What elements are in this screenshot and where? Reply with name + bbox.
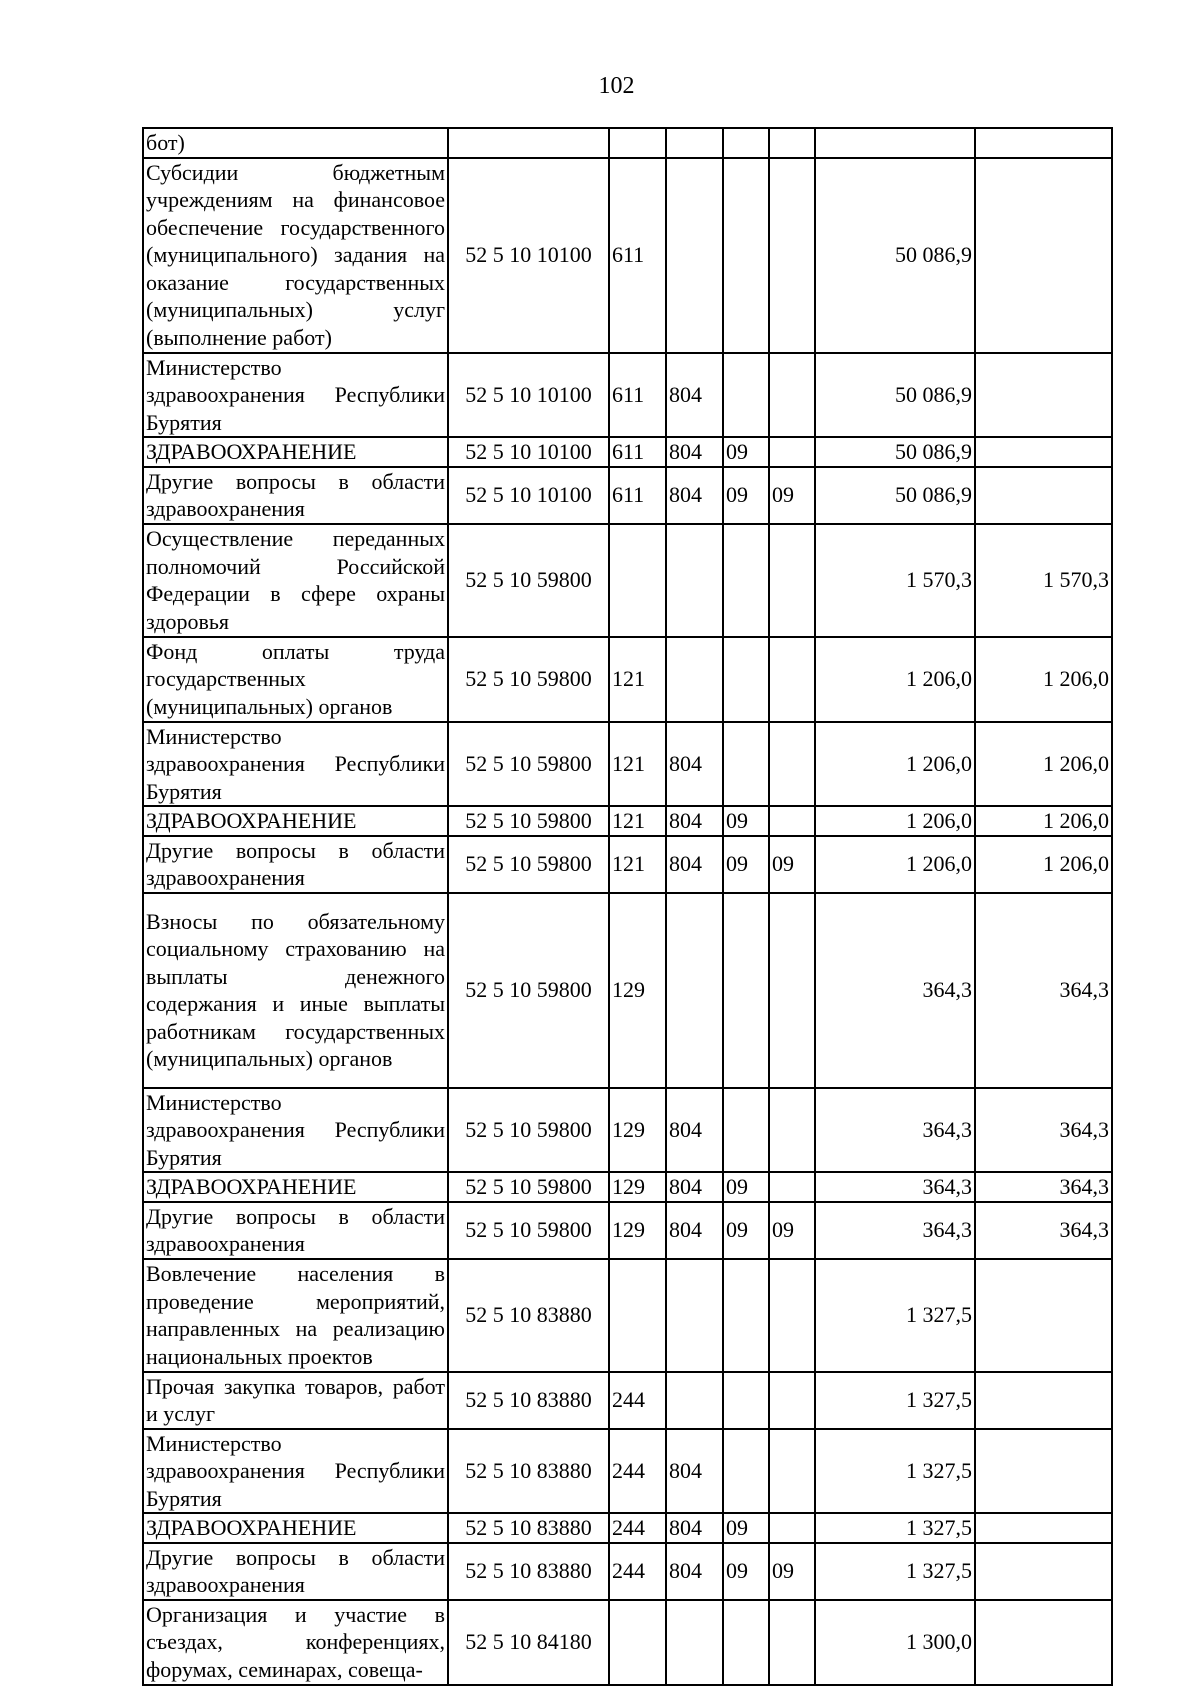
row-sum-federal xyxy=(975,1543,1112,1600)
row-section xyxy=(723,1259,769,1372)
row-subsection xyxy=(769,806,815,836)
row-sum-federal xyxy=(975,1259,1112,1372)
row-sum-total: 1 327,5 xyxy=(815,1429,975,1514)
table-row xyxy=(143,1259,1112,1372)
row-sum-federal: 364,3 xyxy=(975,893,1112,1088)
row-expense-type xyxy=(609,128,666,158)
table-row xyxy=(143,1372,1112,1429)
row-target-article: 52 5 10 83880 xyxy=(448,1429,609,1514)
row-target-article: 52 5 10 59800 xyxy=(448,836,609,893)
row-section xyxy=(723,1088,769,1173)
budget-table xyxy=(142,127,1113,1686)
row-sum-total: 50 086,9 xyxy=(815,158,975,353)
row-sum-total: 364,3 xyxy=(815,1088,975,1173)
row-name: Министерство здравоохранения Республики Бурятия xyxy=(143,722,448,807)
row-name: Министерство здравоохранения Республики Бурятия xyxy=(143,1088,448,1173)
row-expense-type: 244 xyxy=(609,1513,666,1543)
row-sum-total: 1 327,5 xyxy=(815,1543,975,1600)
row-subsection xyxy=(769,1172,815,1202)
row-expense-type: 611 xyxy=(609,437,666,467)
row-administrator xyxy=(666,1600,723,1685)
row-sum-federal: 1 206,0 xyxy=(975,637,1112,722)
row-expense-type: 244 xyxy=(609,1429,666,1514)
row-section: 09 xyxy=(723,1543,769,1600)
row-sum-total: 1 206,0 xyxy=(815,836,975,893)
row-administrator: 804 xyxy=(666,722,723,807)
row-administrator xyxy=(666,1372,723,1429)
row-name: Другие вопросы в области здравоохранения xyxy=(143,836,448,893)
row-sum-federal xyxy=(975,1429,1112,1514)
row-section: 09 xyxy=(723,806,769,836)
row-name: бот) xyxy=(143,128,448,158)
row-administrator xyxy=(666,637,723,722)
row-expense-type: 611 xyxy=(609,158,666,353)
row-name: Прочая закупка товаров, работ и услуг xyxy=(143,1372,448,1429)
row-administrator: 804 xyxy=(666,1088,723,1173)
row-administrator: 804 xyxy=(666,1202,723,1259)
row-name: Осуществление переданных полномочий Российской Федерации в сфере охраны здоровья xyxy=(143,524,448,637)
row-sum-total: 364,3 xyxy=(815,1202,975,1259)
row-expense-type: 129 xyxy=(609,1202,666,1259)
row-section xyxy=(723,1429,769,1514)
row-sum-federal: 364,3 xyxy=(975,1202,1112,1259)
row-sum-total: 1 327,5 xyxy=(815,1372,975,1429)
row-name: Другие вопросы в области здравоохранения xyxy=(143,467,448,524)
row-target-article: 52 5 10 83880 xyxy=(448,1259,609,1372)
table-row xyxy=(143,1088,1112,1173)
row-section: 09 xyxy=(723,1172,769,1202)
row-administrator: 804 xyxy=(666,437,723,467)
row-target-article: 52 5 10 10100 xyxy=(448,467,609,524)
row-target-article: 52 5 10 83880 xyxy=(448,1372,609,1429)
row-target-article: 52 5 10 10100 xyxy=(448,353,609,438)
row-section xyxy=(723,128,769,158)
row-expense-type: 129 xyxy=(609,893,666,1088)
row-sum-federal xyxy=(975,128,1112,158)
row-subsection xyxy=(769,1372,815,1429)
row-sum-federal xyxy=(975,158,1112,353)
row-subsection: 09 xyxy=(769,467,815,524)
row-subsection xyxy=(769,353,815,438)
row-expense-type: 121 xyxy=(609,637,666,722)
row-section xyxy=(723,1372,769,1429)
row-target-article: 52 5 10 83880 xyxy=(448,1543,609,1600)
row-expense-type: 611 xyxy=(609,467,666,524)
table-row xyxy=(143,1543,1112,1600)
row-administrator: 804 xyxy=(666,467,723,524)
row-administrator xyxy=(666,1259,723,1372)
row-sum-federal: 364,3 xyxy=(975,1172,1112,1202)
row-administrator xyxy=(666,128,723,158)
row-target-article: 52 5 10 59800 xyxy=(448,524,609,637)
row-name: Субсидии бюджетным учреждениям на финансовое обеспечение государственного (муниципального) задания на оказание государственных (муниципальных) услуг (выполнение работ) xyxy=(143,158,448,353)
row-sum-federal: 1 206,0 xyxy=(975,836,1112,893)
row-expense-type: 121 xyxy=(609,836,666,893)
row-section xyxy=(723,353,769,438)
row-subsection xyxy=(769,1259,815,1372)
row-expense-type: 121 xyxy=(609,806,666,836)
row-sum-federal: 364,3 xyxy=(975,1088,1112,1173)
row-administrator: 804 xyxy=(666,806,723,836)
row-subsection: 09 xyxy=(769,1202,815,1259)
row-sum-total: 50 086,9 xyxy=(815,467,975,524)
row-subsection xyxy=(769,722,815,807)
row-section: 09 xyxy=(723,1202,769,1259)
row-subsection xyxy=(769,637,815,722)
table-row xyxy=(143,806,1112,836)
row-sum-federal: 1 570,3 xyxy=(975,524,1112,637)
row-expense-type: 129 xyxy=(609,1172,666,1202)
row-target-article xyxy=(448,128,609,158)
row-expense-type: 244 xyxy=(609,1372,666,1429)
row-sum-total: 364,3 xyxy=(815,1172,975,1202)
row-subsection xyxy=(769,893,815,1088)
row-sum-total: 1 300,0 xyxy=(815,1600,975,1685)
table-row xyxy=(143,1600,1112,1685)
row-administrator xyxy=(666,158,723,353)
row-expense-type xyxy=(609,1259,666,1372)
table-row xyxy=(143,1202,1112,1259)
row-sum-total: 364,3 xyxy=(815,893,975,1088)
row-expense-type xyxy=(609,1600,666,1685)
row-subsection xyxy=(769,1513,815,1543)
row-section: 09 xyxy=(723,437,769,467)
row-sum-federal xyxy=(975,1600,1112,1685)
row-name: ЗДРАВООХРАНЕНИЕ xyxy=(143,806,448,836)
row-target-article: 52 5 10 59800 xyxy=(448,1172,609,1202)
row-name: ЗДРАВООХРАНЕНИЕ xyxy=(143,1513,448,1543)
row-name: Другие вопросы в области здравоохранения xyxy=(143,1543,448,1600)
row-name: ЗДРАВООХРАНЕНИЕ xyxy=(143,437,448,467)
row-administrator xyxy=(666,524,723,637)
row-administrator: 804 xyxy=(666,1543,723,1600)
row-administrator: 804 xyxy=(666,1172,723,1202)
table-row xyxy=(143,524,1112,637)
row-sum-federal xyxy=(975,353,1112,438)
row-target-article: 52 5 10 59800 xyxy=(448,637,609,722)
row-administrator: 804 xyxy=(666,1513,723,1543)
row-subsection xyxy=(769,1600,815,1685)
row-administrator xyxy=(666,893,723,1088)
row-section xyxy=(723,1600,769,1685)
row-section xyxy=(723,722,769,807)
row-target-article: 52 5 10 84180 xyxy=(448,1600,609,1685)
table-row xyxy=(143,836,1112,893)
row-section xyxy=(723,158,769,353)
table-row xyxy=(143,467,1112,524)
table-row xyxy=(143,893,1112,1088)
table-row xyxy=(143,1429,1112,1514)
row-section xyxy=(723,637,769,722)
row-subsection: 09 xyxy=(769,836,815,893)
row-subsection xyxy=(769,1088,815,1173)
row-subsection xyxy=(769,128,815,158)
row-section: 09 xyxy=(723,467,769,524)
row-expense-type: 611 xyxy=(609,353,666,438)
row-sum-federal xyxy=(975,1372,1112,1429)
row-sum-total: 1 206,0 xyxy=(815,806,975,836)
row-name: Другие вопросы в области здравоохранения xyxy=(143,1202,448,1259)
row-sum-total xyxy=(815,128,975,158)
row-sum-total: 50 086,9 xyxy=(815,437,975,467)
row-section xyxy=(723,893,769,1088)
table-row xyxy=(143,637,1112,722)
row-sum-federal xyxy=(975,467,1112,524)
row-administrator: 804 xyxy=(666,1429,723,1514)
row-target-article: 52 5 10 59800 xyxy=(448,1088,609,1173)
table-row xyxy=(143,158,1112,353)
row-expense-type: 244 xyxy=(609,1543,666,1600)
table-row xyxy=(143,437,1112,467)
row-target-article: 52 5 10 59800 xyxy=(448,806,609,836)
row-name: Министерство здравоохранения Республики Бурятия xyxy=(143,353,448,438)
row-sum-federal xyxy=(975,1513,1112,1543)
row-sum-total: 1 206,0 xyxy=(815,637,975,722)
row-target-article: 52 5 10 59800 xyxy=(448,1202,609,1259)
row-section xyxy=(723,524,769,637)
row-administrator: 804 xyxy=(666,836,723,893)
table-row xyxy=(143,1172,1112,1202)
row-section: 09 xyxy=(723,1513,769,1543)
row-name: Фонд оплаты труда государственных (муниципальных) органов xyxy=(143,637,448,722)
table-row xyxy=(143,353,1112,438)
row-name: Организация и участие в съездах, конференциях, форумах, семинарах, совеща- xyxy=(143,1600,448,1685)
row-subsection: 09 xyxy=(769,1543,815,1600)
row-sum-total: 1 206,0 xyxy=(815,722,975,807)
row-sum-total: 50 086,9 xyxy=(815,353,975,438)
row-name: Министерство здравоохранения Республики Бурятия xyxy=(143,1429,448,1514)
row-target-article: 52 5 10 83880 xyxy=(448,1513,609,1543)
table-row xyxy=(143,722,1112,807)
row-sum-federal: 1 206,0 xyxy=(975,806,1112,836)
row-sum-federal xyxy=(975,437,1112,467)
row-sum-federal: 1 206,0 xyxy=(975,722,1112,807)
row-target-article: 52 5 10 59800 xyxy=(448,722,609,807)
row-section: 09 xyxy=(723,836,769,893)
row-subsection xyxy=(769,158,815,353)
row-target-article: 52 5 10 59800 xyxy=(448,893,609,1088)
row-sum-total: 1 327,5 xyxy=(815,1259,975,1372)
row-name: ЗДРАВООХРАНЕНИЕ xyxy=(143,1172,448,1202)
row-name: Вовлечение населения в проведение мероприятий, направленных на реализацию национальных проектов xyxy=(143,1259,448,1372)
row-expense-type xyxy=(609,524,666,637)
row-sum-total: 1 327,5 xyxy=(815,1513,975,1543)
row-name: Взносы по обязательному социальному страхованию на выплаты денежного содержания и иные выплаты работникам государственных (муниципальных) органов xyxy=(143,893,448,1088)
row-sum-total: 1 570,3 xyxy=(815,524,975,637)
table-row xyxy=(143,128,1112,158)
row-expense-type: 121 xyxy=(609,722,666,807)
row-subsection xyxy=(769,437,815,467)
row-target-article: 52 5 10 10100 xyxy=(448,437,609,467)
table-row xyxy=(143,1513,1112,1543)
row-target-article: 52 5 10 10100 xyxy=(448,158,609,353)
row-administrator: 804 xyxy=(666,353,723,438)
row-subsection xyxy=(769,524,815,637)
row-subsection xyxy=(769,1429,815,1514)
row-expense-type: 129 xyxy=(609,1088,666,1173)
page-number: 102 xyxy=(598,73,635,99)
